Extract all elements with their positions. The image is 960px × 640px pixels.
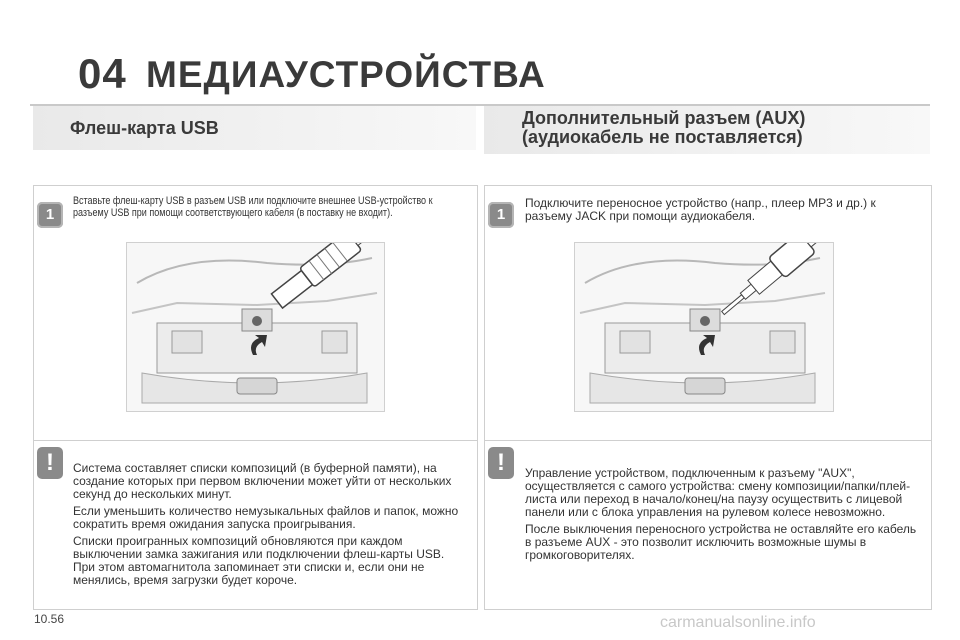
usb-notes [73,462,459,591]
usb-note: Система составляет списки композиций (в буферной памяти), на создание которых при первом включении может уйти от нескольких секунд до нескольких минут. [73,461,452,501]
left-step-panel [33,185,478,442]
right-section-title-line1: Дополнительный разъем (AUX) [522,108,806,128]
left-section-title: Флеш-карта USB [70,118,219,138]
chapter-title: МЕДИАУСТРОЙСТВА [146,54,546,95]
watermark: carmanualsonline.info [660,614,816,631]
aux-note: Управление устройством, подключенным к разъему "AUX", осуществляется с самого устройства: смену композиции/папки/плей-листа или переход в начало/конец/на паузу осуществить с лицевой панели или с блока управления на рулевом колесе невозможно. [525,466,911,519]
right-step-panel [484,185,932,442]
page-number: 10.56 [34,612,65,626]
right-warning-panel [484,440,932,610]
aux-illustration [574,242,834,412]
jack-plug-icon [575,243,833,411]
warning-icon: ! [488,447,514,479]
step-badge: 1 [37,202,63,228]
right-section-band [484,106,930,154]
left-warning-panel [33,440,478,610]
usb-illustration [126,242,385,412]
chapter-number: 04 [78,50,127,97]
usb-step-text: Вставьте флеш-карту USB в разъем USB или подключите внешнее USB-устройство к разъему USB при помощи соответствующего кабеля (в поставку не входит). [73,195,433,219]
step-badge: 1 [488,202,514,228]
usb-note: Если уменьшить количество немузыкальных файлов и папок, можно сократить время ожидания запуска проигрывания. [73,504,459,531]
usb-note: Списки проигранных композиций обновляются при каждом выключении замка зажигания или подключении флеш-карты USB. При этом автомагнитола запоминает эти списки и, если они не менялись, время загрузки будет короче. [73,534,445,587]
usb-stick-icon [127,243,384,411]
aux-step-text: Подключите переносное устройство (напр., плеер MP3 и др.) к разъему JACK при помощи аудиокабеля. [525,196,876,223]
left-section-band [33,106,476,150]
warning-icon: ! [37,447,63,479]
aux-notes [525,467,917,566]
right-section-title-line2: (аудиокабель не поставляется) [522,127,803,147]
aux-note: После выключения переносного устройства не оставляйте его кабель в разъеме AUX - это позволит исключить возможные шумы в громкоговорителях. [525,522,917,562]
